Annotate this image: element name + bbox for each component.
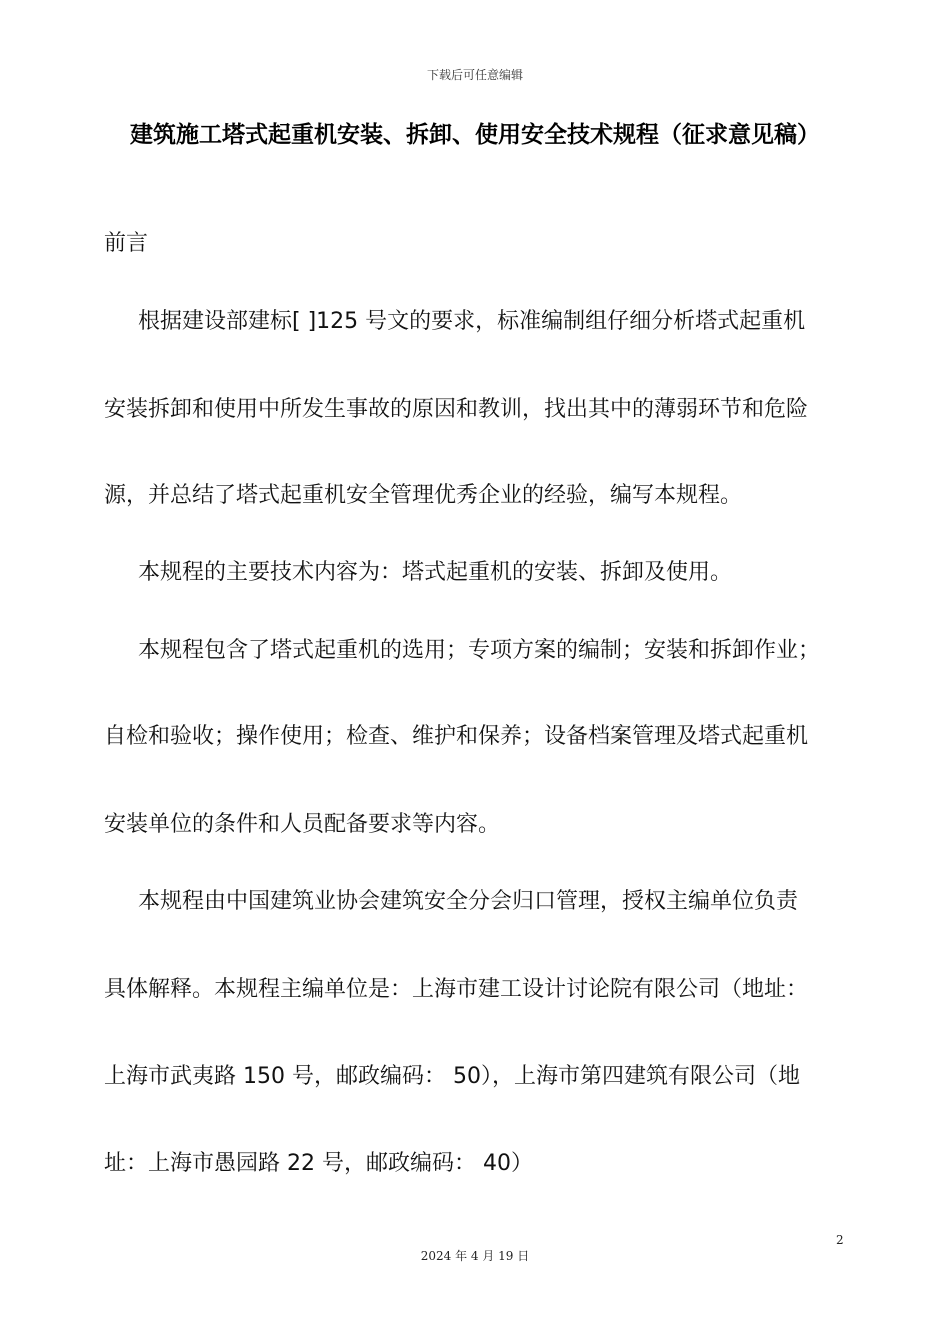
- paragraph-line: 源，并总结了塔式起重机安全管理优秀企业的经验，编写本规程。: [104, 483, 743, 508]
- paragraph-line: 本规程由中国建筑业协会建筑安全分会归口管理，授权主编单位负责: [138, 889, 799, 914]
- paragraph-line: 根据建设部建标[ ]125 号文的要求，标准编制组仔细分析塔式起重机: [138, 309, 806, 334]
- page-number: 2: [836, 1233, 844, 1247]
- paragraph-line: 安装拆卸和使用中所发生事故的原因和教训，找出其中的薄弱环节和危险: [104, 397, 809, 422]
- header-note: 下载后可任意编辑: [426, 68, 523, 82]
- footer-date: 2024 年 4 月 19 日: [420, 1249, 530, 1263]
- section-heading: 前言: [104, 231, 149, 256]
- paragraph-line: 自检和验收；操作使用；检查、维护和保养；设备档案管理及塔式起重机: [104, 724, 809, 749]
- paragraph-line: 址：上海市愚园路 22 号，邮政编码： 40）: [104, 1151, 533, 1176]
- document-title: 建筑施工塔式起重机安装、拆卸、使用安全技术规程（征求意见稿）: [130, 122, 820, 148]
- paragraph-line: 上海市武夷路 150 号，邮政编码： 50），上海市第四建筑有限公司（地: [104, 1064, 800, 1089]
- paragraph-line: 本规程的主要技术内容为：塔式起重机的安装、拆卸及使用。: [138, 560, 733, 585]
- paragraph-line: 安装单位的条件和人员配备要求等内容。: [104, 812, 501, 837]
- paragraph-line: 具体解释。本规程主编单位是：上海市建工设计讨论院有限公司（地址：: [104, 977, 809, 1002]
- paragraph-line: 本规程包含了塔式起重机的选用；专项方案的编制；安装和拆卸作业；: [138, 638, 821, 663]
